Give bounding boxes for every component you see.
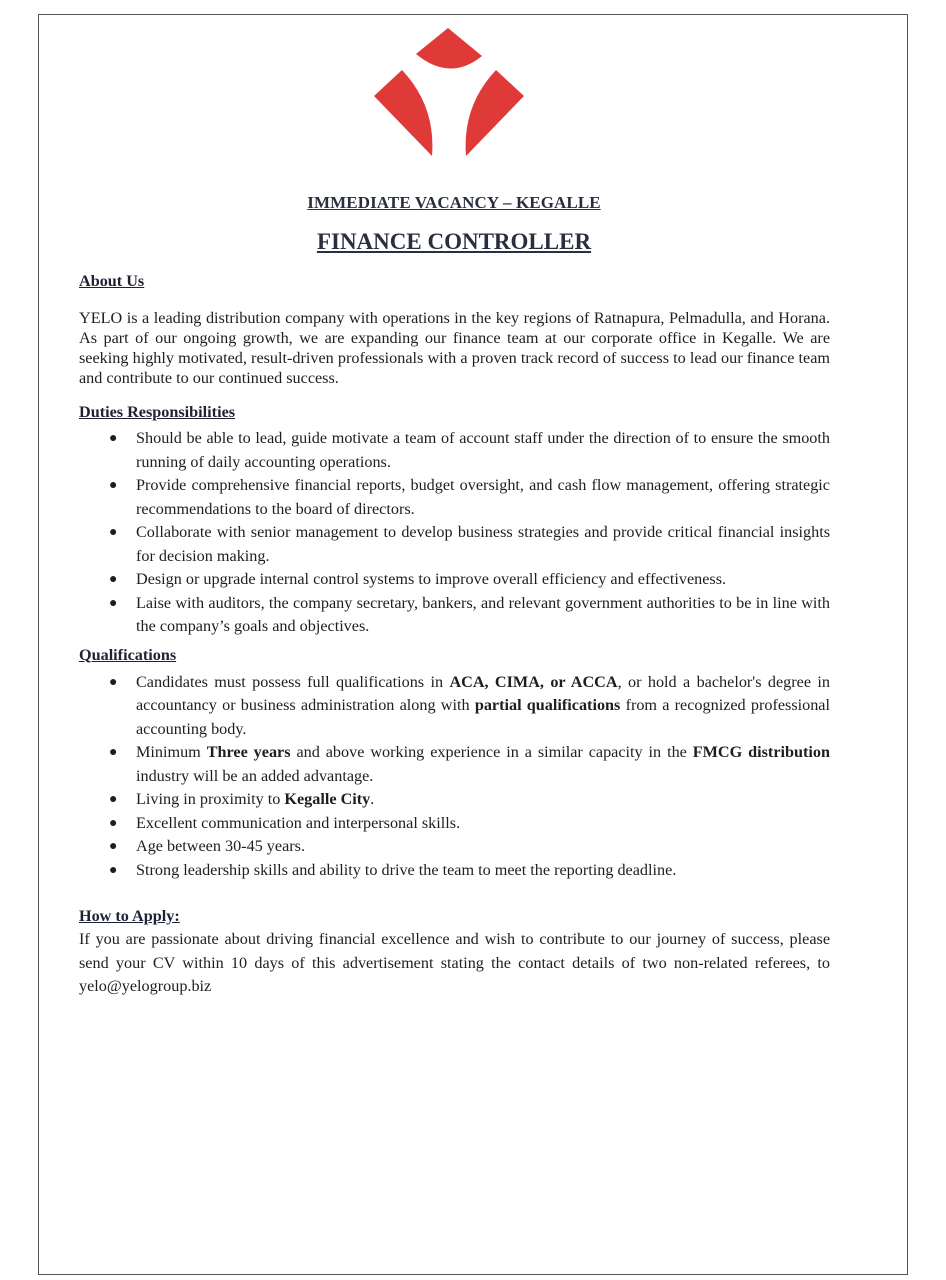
apply-text: If you are passionate about driving financial excellence and wish to contribute to our journey of success, please send your CV within 10 days of this advertisement stating the contact details of two non-related referees, to yelo@yelogroup.biz	[79, 930, 830, 995]
yelo-logo-icon	[370, 24, 530, 160]
qualifications-list	[79, 671, 830, 883]
list-item: ● Minimum Three years and above working experience in a similar capacity in the FMCG distribution industry will be an added advantage.	[109, 743, 830, 785]
about-heading: About Us	[79, 272, 145, 290]
list-item: ● Provide comprehensive financial reports, budget oversight, and cash flow management, offering strategic recommendations to the board of directors.	[109, 476, 830, 518]
list-item: ● Age between 30-45 years.	[79, 835, 830, 859]
list-item: ● Strong leadership skills and ability to drive the team to meet the reporting deadline.	[79, 859, 830, 883]
bullet-icon: ●	[109, 815, 118, 831]
bullet-icon: ●	[109, 862, 118, 878]
qualifications-heading: Qualifications	[79, 645, 177, 664]
advert-body	[79, 271, 830, 999]
bullet-icon: ●	[109, 674, 118, 690]
list-item: ● Should be able to lead, guide motivate a team of account staff under the direction of to ensure the smooth running of daily accounting operations.	[109, 429, 830, 471]
logo-left-petal	[374, 70, 432, 156]
about-text: YELO is a leading distribution company with operations in the key regions of Ratnapura, Pelmadulla, and Horana. As part of our ongoing growth, we are expanding our finance team at our corporate office in Kegalle. We are seeking highly motivated, result-driven professionals with a proven track record of success to lead our finance team and contribute to our continued success.	[79, 309, 830, 387]
bullet-icon: ●	[109, 595, 118, 611]
list-item: ● Design or upgrade internal control systems to improve overall efficiency and effectiveness.	[79, 568, 830, 592]
duties-list	[79, 427, 830, 639]
list-item: ● Laise with auditors, the company secretary, bankers, and relevant government authorities to be in line with the company’s goals and objectives.	[109, 593, 830, 635]
bullet-icon: ●	[109, 792, 118, 807]
list-item: ● Collaborate with senior management to develop business strategies and provide critical financial insights for decision making.	[109, 523, 830, 565]
bullet-icon: ●	[109, 572, 118, 587]
logo-top-petal	[416, 28, 482, 69]
job-title: FINANCE CONTROLLER	[316, 229, 592, 254]
bullet-icon: ●	[109, 745, 118, 760]
list-item: ● Living in proximity to Kegalle City.	[79, 788, 830, 812]
bullet-icon: ●	[109, 839, 118, 854]
bullet-icon: ●	[109, 431, 118, 446]
duties-heading: Duties Responsibilities	[79, 403, 236, 421]
bullet-icon: ●	[109, 478, 118, 493]
vacancy-line: IMMEDIATE VACANCY – KEGALLE	[307, 193, 601, 212]
apply-heading: How to Apply:	[79, 907, 180, 925]
logo-right-petal	[466, 70, 524, 156]
list-item: ● Candidates must possess full qualifications in ACA, CIMA, or ACCA, or hold a bachelor's degree in accountancy or business administration along with partial qualifications from a recognized professional accounting body.	[109, 672, 830, 738]
bullet-icon: ●	[109, 525, 118, 540]
list-item: ● Excellent communication and interpersonal skills.	[79, 812, 830, 836]
